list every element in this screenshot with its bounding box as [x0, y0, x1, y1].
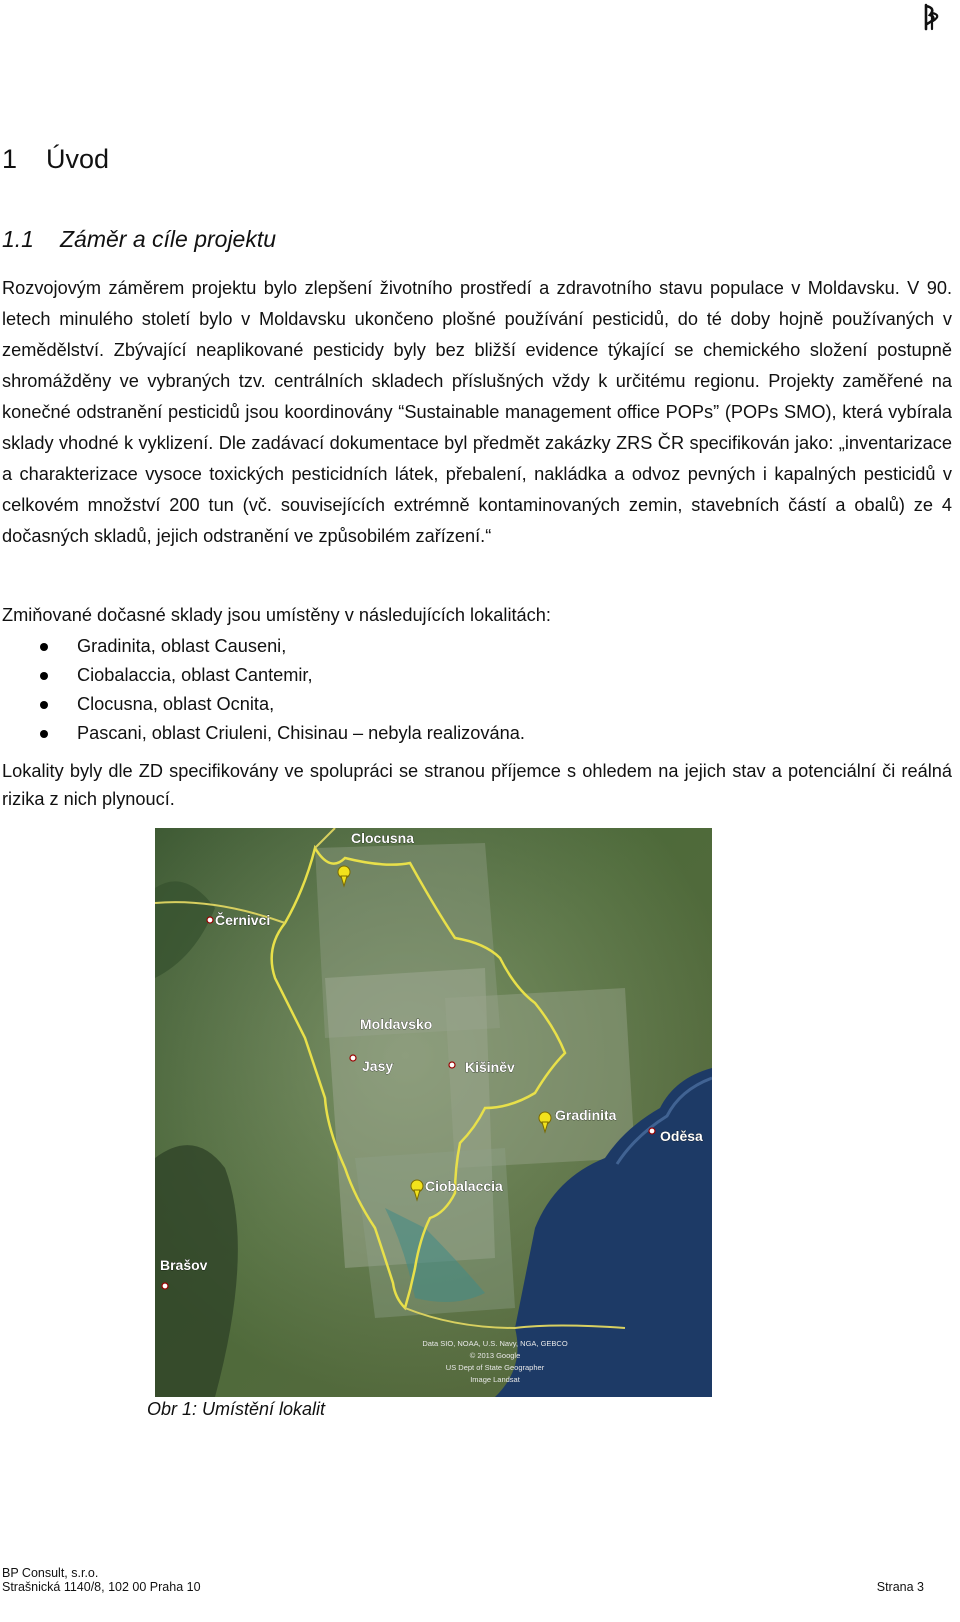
map-label-odesa: Oděsa [660, 1128, 703, 1144]
figure-caption: Obr 1: Umístění lokalit [147, 1399, 326, 1419]
city-dot [162, 1283, 168, 1289]
chapter-number: 1 [2, 144, 18, 174]
map-label-cernivci: Černivci [215, 912, 271, 928]
city-dot [350, 1055, 356, 1061]
city-dot [649, 1128, 655, 1134]
map-label-ciobalaccia: Ciobalaccia [425, 1178, 503, 1194]
locations-intro-paragraph: Zmiňované dočasné sklady jsou umístěny v následujících lokalitách: [2, 605, 551, 625]
map-attribution-line: Data SIO, NOAA, U.S. Navy, NGA, GEBCO [422, 1339, 568, 1348]
bullet-icon [40, 643, 48, 651]
localities-paragraph: Lokality byly dle ZD specifikovány ve spolupráci se stranou příjemce s ohledem na jejich stav a potenciální či reálná rizika z nich plynoucí. [2, 761, 952, 809]
city-dot [207, 917, 213, 923]
intro-paragraph: Rozvojovým záměrem projektu bylo zlepšení životního prostředí a zdravotního stavu populace v Moldavsku. V 90. letech minulého století bylo v Moldavsku ukončeno plošné používání pesticidů, do té doby hojně používaných v zemědělství. Zbývající neaplikované pesticidy byly bez bližší evidence týkající se chemického složení postupně shromážděny ve vybraných tzv. centrálních skladech příslušných vždy k určitému regionu. Projekty zaměřené na konečné odstranění pesticidů jsou koordinovány “Sustainable management office POPs” (POPs SMO), která vybírala sklady vhodné k vyklizení. Dle zadávací dokumentace byl předmět zakázky ZRS ČR specifikován jako: „inventarizace a charakterizace vysoce toxických pesticidních látek, přebalení, nakládka a odvoz pevných i kapalných pesticidů v celkovém množství 200 tun (vč. souvisejících extrémně kontaminovaných zemin, stavebních částí a obalů) ze 4 dočasných skladů, jejich odstranění ve způsobilém zařízení.“ [2, 278, 952, 546]
page-number: Strana 3 [876, 1580, 924, 1594]
list-item: Pascani, oblast Criuleni, Chisinau – nebyla realizována. [0, 719, 700, 748]
list-item: Clocusna, oblast Ocnita, [0, 690, 700, 719]
imagery-tile [445, 988, 635, 1168]
chapter-title: Úvod [46, 144, 110, 174]
section-heading [2, 226, 276, 253]
section-number: 1.1 [2, 226, 34, 252]
map-label-jasy: Jasy [362, 1058, 394, 1074]
list-item: Gradinita, oblast Causeni, [0, 632, 700, 661]
bullet-icon [40, 730, 48, 738]
bullet-icon [40, 701, 48, 709]
map-label-gradinita: Gradinita [555, 1107, 617, 1123]
map-attribution-line: © 2013 Google [469, 1351, 521, 1360]
bullet-icon [40, 672, 48, 680]
map-label-clocusna: Clocusna [351, 830, 415, 846]
map-label-brasov: Brašov [160, 1257, 208, 1273]
footer-address: Strašnická 1140/8, 102 00 Praha 10 [2, 1580, 201, 1594]
footer-company: BP Consult, s.r.o. [2, 1566, 99, 1580]
chapter-heading [2, 144, 109, 175]
map-label-moldavsko: Moldavsko [360, 1016, 433, 1032]
map-attribution-line: US Dept of State Geographer [445, 1363, 545, 1372]
page-footer [2, 1566, 952, 1594]
locations-list [0, 632, 700, 748]
map-attribution-line: Image Landsat [470, 1375, 520, 1384]
satellite-map-figure [155, 828, 712, 1397]
map-label-kisinev: Kišiněv [465, 1059, 515, 1075]
city-dot [449, 1062, 455, 1068]
bp-monogram-icon [918, 2, 948, 32]
section-title: Záměr a cíle projektu [60, 226, 277, 252]
list-item: Ciobalaccia, oblast Cantemir, [0, 661, 700, 690]
